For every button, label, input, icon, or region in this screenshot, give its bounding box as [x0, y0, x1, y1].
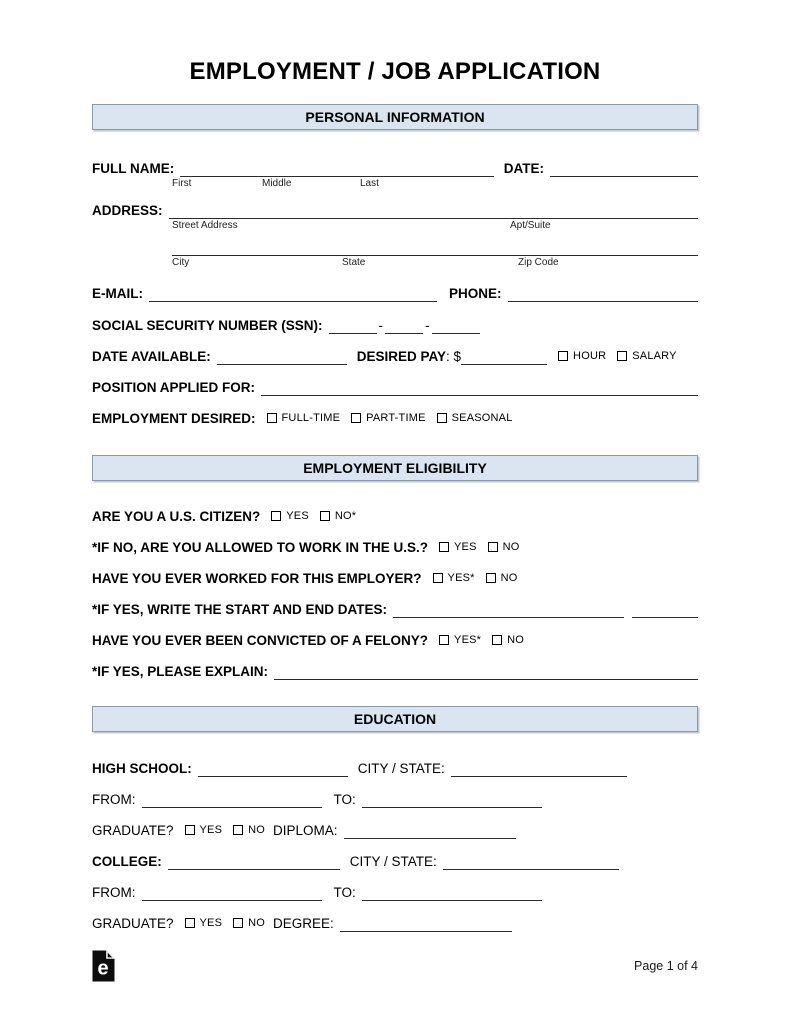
high-school-graduate-row: [92, 822, 698, 839]
name-sublabels: [92, 177, 698, 189]
email-label: E-MAIL:: [92, 286, 143, 301]
college-dates-row: [92, 884, 698, 901]
hs-city-state-input-line[interactable]: [451, 763, 627, 777]
form-title: EMPLOYMENT / JOB APPLICATION: [189, 58, 601, 85]
phone-label: PHONE:: [449, 286, 502, 301]
date-available-label: DATE AVAILABLE:: [92, 349, 211, 364]
citizen-yes-label: YES: [286, 510, 309, 522]
first-sublabel: First: [172, 178, 192, 189]
page-footer: [92, 950, 698, 982]
college-city-state-label: CITY / STATE:: [349, 854, 437, 869]
seasonal-option: [437, 410, 513, 427]
street-address-input-line[interactable]: [169, 205, 698, 219]
hs-city-state-label: CITY / STATE:: [357, 761, 445, 776]
high-school-dates-row: [92, 791, 698, 808]
logo-letter: e: [97, 957, 109, 980]
hs-graduate-label: GRADUATE?: [92, 823, 174, 838]
college-label: COLLEGE:: [92, 854, 162, 869]
college-graduate-yes-checkbox[interactable]: [185, 918, 195, 928]
allowed-no-checkbox[interactable]: [488, 542, 498, 552]
seasonal-label: SEASONAL: [451, 412, 513, 424]
high-school-input-line[interactable]: [198, 763, 348, 777]
hs-from-label: FROM:: [92, 792, 136, 807]
college-graduate-no-label: NO: [248, 917, 266, 929]
college-graduate-no-checkbox[interactable]: [233, 918, 243, 928]
felony-question: HAVE YOU EVER BEEN CONVICTED OF A FELONY?: [92, 633, 429, 648]
ssn-dash-2: -: [425, 318, 430, 333]
address-row: [92, 202, 698, 219]
hs-graduate-no-label: NO: [248, 824, 266, 836]
apt-suite-sublabel: Apt/Suite: [510, 220, 551, 231]
worked-question-row: [92, 570, 698, 587]
felony-yes-option: [439, 632, 481, 649]
email-phone-row: [92, 285, 698, 302]
email-input-line[interactable]: [149, 288, 437, 302]
explain-row: [92, 663, 698, 680]
felony-no-label: NO: [507, 634, 525, 646]
start-end-dates-input-line-1[interactable]: [393, 604, 624, 618]
college-graduate-row: [92, 915, 698, 932]
middle-sublabel: Middle: [262, 178, 292, 189]
start-end-dates-input-line-2[interactable]: [632, 604, 698, 618]
form-content: [92, 0, 698, 932]
part-time-checkbox[interactable]: [351, 413, 361, 423]
section-header-personal-information: PERSONAL INFORMATION: [92, 104, 698, 130]
full-time-checkbox[interactable]: [267, 413, 277, 423]
college-from-label: FROM:: [92, 885, 136, 900]
felony-yes-checkbox[interactable]: [439, 635, 449, 645]
hs-graduate-yes-label: YES: [199, 824, 223, 836]
worked-yes-label: YES*: [447, 572, 475, 584]
ssn-row: [92, 317, 698, 334]
start-end-dates-question: *IF YES, WRITE THE START AND END DATES:: [92, 602, 388, 617]
degree-input-line[interactable]: [340, 918, 512, 932]
desired-pay-input-line[interactable]: [461, 351, 547, 365]
felony-no-option: [492, 632, 524, 649]
college-graduate-label: GRADUATE?: [92, 916, 174, 931]
allowed-yes-label: YES: [454, 541, 477, 553]
citizen-yes-option: [271, 508, 309, 525]
hs-graduate-no-option: [233, 822, 265, 839]
address-sublabels-2: [92, 256, 698, 268]
citizen-no-checkbox[interactable]: [320, 511, 330, 521]
citizen-no-option: [320, 508, 356, 525]
employment-desired-label: EMPLOYMENT DESIRED:: [92, 411, 256, 426]
college-from-input-line[interactable]: [142, 887, 322, 901]
college-graduate-yes-label: YES: [199, 917, 223, 929]
citizen-yes-checkbox[interactable]: [271, 511, 281, 521]
hs-graduate-no-checkbox[interactable]: [233, 825, 243, 835]
worked-no-label: NO: [500, 572, 518, 584]
ssn-label: SOCIAL SECURITY NUMBER (SSN):: [92, 318, 323, 333]
position-applied-label: POSITION APPLIED FOR:: [92, 380, 256, 395]
phone-input-line[interactable]: [508, 288, 698, 302]
high-school-label: HIGH SCHOOL:: [92, 761, 192, 776]
citizen-no-label: NO*: [334, 510, 357, 522]
allowed-yes-option: [439, 539, 477, 556]
allowed-question-row: [92, 539, 698, 556]
page-number: Page 1 of 4: [634, 959, 698, 973]
full-name-row: [92, 160, 698, 177]
date-available-pay-row: [92, 348, 698, 365]
degree-label: DEGREE:: [273, 916, 334, 931]
worked-no-option: [486, 570, 518, 587]
college-to-label: TO:: [333, 885, 356, 900]
position-row: [92, 379, 698, 396]
address-row-2: [92, 243, 698, 256]
allowed-question: *IF NO, ARE YOU ALLOWED TO WORK IN THE U.S.?: [92, 540, 429, 555]
college-to-input-line[interactable]: [362, 887, 542, 901]
hs-to-input-line[interactable]: [362, 794, 542, 808]
college-input-line[interactable]: [168, 856, 340, 870]
explain-question: *IF YES, PLEASE EXPLAIN:: [92, 664, 269, 679]
ssn-part1-input-line[interactable]: [329, 320, 377, 334]
ssn-dash-1: -: [378, 318, 384, 333]
ssn-part2-input-line[interactable]: [385, 320, 423, 334]
address-sublabels-1: [92, 219, 698, 231]
date-label: DATE:: [503, 161, 544, 176]
street-address-sublabel: Street Address: [172, 220, 238, 231]
explain-input-line[interactable]: [274, 666, 698, 680]
hs-to-label: TO:: [333, 792, 356, 807]
felony-question-row: [92, 632, 698, 649]
desired-pay-label: DESIRED PAY: [356, 349, 447, 364]
part-time-option: [351, 410, 425, 427]
diploma-label: DIPLOMA:: [273, 823, 338, 838]
full-name-input-line[interactable]: [180, 163, 494, 177]
state-sublabel: State: [342, 257, 366, 268]
start-end-dates-row: [92, 601, 698, 618]
hs-graduate-yes-checkbox[interactable]: [185, 825, 195, 835]
college-graduate-yes-option: [185, 915, 223, 932]
hour-option: [558, 348, 606, 365]
zip-code-sublabel: Zip Code: [518, 257, 559, 268]
date-available-input-line[interactable]: [217, 351, 347, 365]
hs-graduate-yes-option: [185, 822, 223, 839]
felony-no-checkbox[interactable]: [492, 635, 502, 645]
worked-question: HAVE YOU EVER WORKED FOR THIS EMPLOYER?: [92, 571, 422, 586]
allowed-yes-checkbox[interactable]: [439, 542, 449, 552]
hour-checkbox[interactable]: [558, 351, 568, 361]
salary-option: [617, 348, 676, 365]
hs-from-input-line[interactable]: [142, 794, 322, 808]
ssn-part3-input-line[interactable]: [432, 320, 480, 334]
position-applied-input-line[interactable]: [261, 382, 698, 396]
city-sublabel: City: [172, 257, 190, 268]
last-sublabel: Last: [360, 178, 379, 189]
city-state-zip-input-line[interactable]: [172, 243, 698, 256]
worked-yes-checkbox[interactable]: [433, 573, 443, 583]
worked-yes-option: [433, 570, 475, 587]
diploma-input-line[interactable]: [344, 825, 516, 839]
full-time-label: FULL-TIME: [281, 412, 341, 424]
felony-yes-label: YES*: [454, 634, 482, 646]
eforms-logo-icon: [92, 950, 115, 982]
hour-label: HOUR: [573, 350, 607, 362]
allowed-no-option: [488, 539, 520, 556]
college-row: [92, 853, 698, 870]
worked-no-checkbox[interactable]: [486, 573, 496, 583]
seasonal-checkbox[interactable]: [437, 413, 447, 423]
salary-label: SALARY: [632, 350, 677, 362]
full-name-label: FULL NAME:: [92, 161, 175, 176]
section-header-employment-eligibility: EMPLOYMENT ELIGIBILITY: [92, 455, 698, 481]
salary-checkbox[interactable]: [617, 351, 627, 361]
desired-pay-dollar: : $: [446, 349, 462, 364]
full-time-option: [267, 410, 341, 427]
employment-desired-row: [92, 410, 698, 427]
address-label: ADDRESS:: [92, 203, 163, 218]
high-school-row: [92, 760, 698, 777]
allowed-no-label: NO: [502, 541, 520, 553]
college-graduate-no-option: [233, 915, 265, 932]
date-input-line[interactable]: [550, 163, 698, 177]
section-header-education: EDUCATION: [92, 706, 698, 732]
part-time-label: PART-TIME: [366, 412, 426, 424]
college-city-state-input-line[interactable]: [443, 856, 619, 870]
citizen-question: ARE YOU A U.S. CITIZEN?: [92, 509, 261, 524]
citizen-question-row: [92, 508, 698, 525]
